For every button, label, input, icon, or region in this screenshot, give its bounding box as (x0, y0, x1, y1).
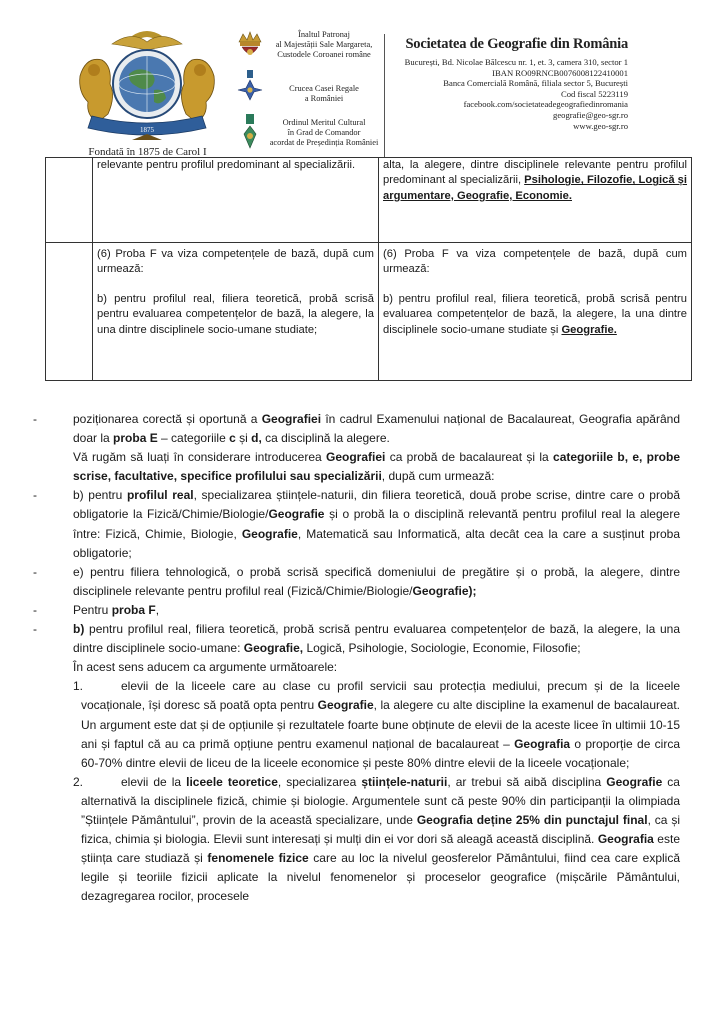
text-bold: ); (468, 583, 477, 598)
text-run: poziționarea corectă și oportună a (73, 412, 262, 426)
text-run: , specializarea (277, 774, 362, 789)
text-run: , specializarea științele-naturii, din filiera teoretică, două probe scrise, dintre care o probă obligatorie la Fizică/Chimie/Biologie/ (73, 488, 680, 522)
cell-text: relevante pentru profilul predominant al specializării. (97, 159, 356, 171)
patronage-line: Custodele Coroanei române (277, 49, 371, 59)
text-run: și (235, 431, 252, 446)
text-bold: d, (251, 431, 262, 446)
paragraph (33, 448, 680, 486)
text-run: Vă rugăm să luați în considerare introducerea (73, 450, 327, 465)
text-bold: c (229, 431, 236, 446)
order-text (268, 118, 380, 147)
cell-text-emphasis: Psihologie, Filozofie, Logică și argumentare, Geografie, Economie. (383, 174, 688, 202)
text-run: este știința care studiază și (81, 832, 680, 866)
cell-text-plain: b) pentru profilul real, filiera teoretică, probă scrisă pentru evaluarea competențelor de bază, la alegere, la una dintre disciplinele socio-umane studiate și (383, 292, 687, 336)
website-link[interactable]: www.geo-sgr.ro (573, 120, 628, 131)
text-run: ca probă de bacalaureat și la (385, 450, 554, 465)
text-run: b) pentru (73, 488, 127, 503)
text-run: pentru profilul real, filiera teoretică, probă scrisă pentru evaluarea competențelor de bază, la alegere, la una dintre disciplinele socio-umane: (73, 622, 680, 656)
table-cell-current (93, 158, 379, 243)
email-link[interactable]: geografie@geo-sgr.ro (553, 109, 628, 120)
text-run: – categoriile (157, 431, 230, 446)
text-bold: Geografiei (326, 450, 386, 465)
text-bold: Geografie (317, 698, 374, 713)
text-bold: proba F (111, 602, 156, 617)
letter-body (33, 410, 680, 906)
item-number: 2. (73, 774, 84, 789)
table-cell-index (46, 243, 93, 381)
cell-text: (6) Proba F va viza competențele de bază, după cum urmează: (383, 248, 687, 276)
list-item (33, 410, 680, 448)
society-contact-block (392, 36, 628, 131)
text-run: ca alternativă la disciplinele fizică, chimie și biologie. Argumentele sunt că peste 90% din participanții la olimpiada ”Științele Pământului”, provin de la această specializare, unde (81, 774, 680, 827)
bullet-dash: - (33, 602, 37, 617)
text-bold: Geografie (241, 526, 298, 541)
list-item (33, 620, 680, 658)
table-cell-proposed (379, 243, 692, 381)
text-bold: Geografia (514, 736, 571, 751)
text-bold: profilul real (126, 488, 194, 503)
paragraph: În acest sens aducem ca argumente următoarele: (73, 660, 338, 675)
table-cell-index (46, 158, 93, 243)
text-bold: Geografie (412, 583, 469, 598)
bullet-dash: - (33, 488, 37, 503)
numbered-item (33, 677, 680, 772)
text-run: care au loc la nivelul geosferelor Pământului, fiind cea care explică legile și teoriile fizicii aplicate la nivelul fenomenelor și proceselor geografice (mișcările Pământului, dezagregarea rocilor, procesele (81, 851, 681, 904)
text-bold: liceele teoretice (186, 774, 278, 789)
facebook-link[interactable]: facebook.com/societateadegeografiedinromania (463, 99, 628, 110)
bank-line: Banca Comercială Română, filiala sector 5, București (443, 78, 628, 89)
item-number: 1. (73, 679, 84, 694)
list-item (33, 601, 680, 620)
text-bold: Geografia deține 25% din punctajul final (416, 812, 648, 827)
list-item (33, 563, 680, 601)
text-run: , (155, 602, 160, 617)
text-run: ca disciplină la alegere. (261, 431, 390, 446)
society-name: Societatea de Geografie din România (405, 36, 628, 52)
text-run: , după cum urmează: (381, 469, 495, 484)
royal-cross-icon (236, 70, 264, 110)
text-run: elevii de la (121, 774, 187, 789)
text-run: Logică, Psihologie, Sociologie, Economie, Filosofie; (303, 641, 581, 656)
royal-crown-icon (236, 30, 264, 64)
cross-line: Crucea Casei Regale (289, 84, 359, 93)
order-line: acordat de Președinția României (269, 137, 379, 147)
comparison-table (45, 157, 692, 381)
text-run: Pentru (73, 602, 112, 617)
text-bold: proba E (113, 431, 158, 446)
text-bold: categoriile b, e, probe scrise, facultative, specifice profilului sau specializării (73, 450, 681, 484)
list-item (33, 486, 680, 562)
text-bold: fenomenele fizice (207, 851, 309, 866)
text-run: elevii de la liceele care au clase cu profil servicii sau protecția mediului, precum și de la liceele vocaționale, își doresc să poată opta pentru (81, 679, 680, 713)
society-crest-logo (72, 26, 222, 144)
text-run: , ca și fizica, chimia și biologia. Elevii sunt interesați și mulți din ei vor dori să aleagă această disciplină. (81, 812, 680, 847)
patronage-line: Înaltul Patronaj (298, 30, 350, 39)
text-run: și o probă la o disciplină relevantă pentru profilul real la alegere între: Fizică, Chimie, Biologie, (73, 507, 680, 541)
crest-year: 1875 (140, 126, 154, 134)
text-bold: Geografie (606, 774, 663, 789)
patronage-line: al Majestății Sale Margareta, (275, 39, 373, 49)
table-row (46, 158, 692, 243)
fiscal-code-line: Cod fiscal 5223119 (561, 88, 628, 99)
text-bold: b) (73, 622, 85, 637)
patronage-text (268, 30, 380, 59)
text-bold: Geografie, (243, 641, 304, 656)
order-line: Ordinul Meritul Cultural (282, 118, 366, 127)
address-line: București, Bd. Nicolae Bălcescu nr. 1, et. 3, camera 310, sector 1 (404, 57, 628, 67)
cell-text (383, 158, 687, 204)
numbered-item (33, 773, 680, 907)
text-bold: Geografie (268, 507, 325, 522)
letterhead (0, 0, 713, 168)
table-cell-proposed (379, 158, 692, 243)
table-cell-current (93, 243, 379, 381)
honors-column (234, 30, 380, 158)
table-row (46, 243, 692, 381)
bullet-dash: - (33, 564, 37, 579)
order-line: în Grad de Comandor (287, 127, 361, 137)
text-run: în cadrul Examenului național de Bacalaureat, Geografia apărând doar la (73, 412, 680, 446)
cell-text: (6) Proba F va viza competențele de bază, după cum urmează: (97, 248, 374, 276)
text-run: e) pentru filiera tehnologică, o probă scrisă specifică domeniului de pregătire și o probă, la alegere, dintre disciplinele relevante pentru profilul real (Fizică/Chimie/Biologie/ (73, 564, 680, 598)
text-run: , ar trebui să aibă disciplina (447, 774, 607, 789)
bullet-dash: - (33, 412, 37, 426)
founded-caption: Fondată în 1875 de Carol I (88, 146, 207, 158)
cross-line: a României (304, 93, 344, 103)
text-bold: Geografia (597, 832, 654, 847)
bullet-dash: - (33, 622, 37, 637)
letterhead-divider (384, 34, 385, 158)
cell-text-plain: alta, la alegere, dintre disciplinele relevante pentru profilul predominant al specializării, (383, 159, 687, 187)
text-run: , Matematică sau Informatică, alta decât cea la care a susținut proba obligatorie; (73, 526, 681, 560)
cross-text (268, 84, 380, 104)
cell-text-emphasis: Geografie. (561, 323, 617, 336)
iban-line: IBAN RO09RNCB0076008122410001 (492, 67, 628, 78)
text-bold: științele-naturii (361, 774, 448, 789)
cell-text: b) pentru profilul real, filiera teoretică, probă scrisă pentru evaluarea competențelor de bază, la alegere, la una dintre disciplinele socio-umane studiate; (97, 292, 374, 336)
text-run: , la alegere cu alte discipline la examenul de bacalaureat. Un argument este dat și de opțiunile și rezultatele foarte bune obținute de elevii de la aceste licee în ultimii 10-15 ani și faptul că au ca primă opțiune pentru examenul național de bacalaureat – (81, 698, 680, 751)
cell-text (383, 292, 687, 338)
text-bold: Geografiei (261, 412, 322, 426)
cultural-merit-order-icon (236, 114, 264, 154)
text-run: o proporție de circa 60-70% dintre elevii de liceu de la liceele economice și peste 80% dintre elevii de la liceele vocaționale; (81, 736, 680, 770)
